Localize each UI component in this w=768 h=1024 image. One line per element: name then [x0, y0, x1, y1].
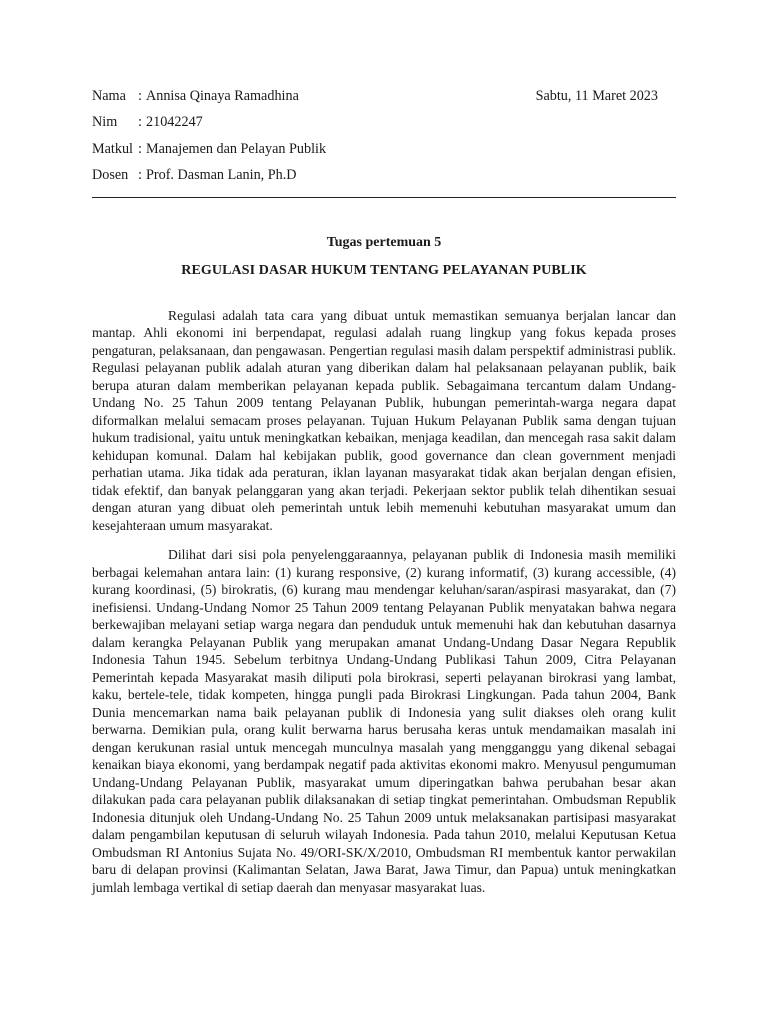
header-dosen-row [92, 165, 676, 191]
nim-value: 21042247 [146, 114, 203, 131]
task-title: Tugas pertemuan 5 [326, 234, 442, 250]
matkul-value: Manajemen dan Pelayan Publik [146, 140, 327, 157]
body-paragraph-2: Dilihat dari sisi pola penyelenggaraannya, pelayanan publik di Indonesia masih memiliki berbagai kelemahan antara lain: (1) kurang responsive, (2) kurang informatif, (3) kurang accessible, (4) kurang koordinasi, (5) birokratis, (6) kurang mau mendengar keluhan/saran/aspirasi masyarakat, dan (7) inefisiensi. Undang-Undang Nomor 25 Tahun 2009 tentang Pelayanan Publik menyatakan bahwa negara berkewajiban melayani setiap warga negara dan penduduk untuk memenuhi hak dan kebutuhan dasarnya dalam kerangka Pelayanan Publik yang merupakan amanat Undang-Undang Dasar Negara Republik Indonesia Tahun 1945. Sebelum terbitnya Undang-Undang Publikasi Tahun 2009, Citra Pelayanan Pemerintah kepada Masyarakat masih diliputi pola birokrasi, seperti pelayanan birokrasi yang lambat, kaku, bertele-tele, tidak kompeten, hingga pungli pada Birokrasi Lingkungan. Pada tahun 2004, Bank Dunia mencemarkan nama baik pelayanan publik di Indonesia yang sulit diakses oleh orang kulit berwarna. Demikian pula, orang kulit berwarna harus berusaha keras untuk mendamaikan masalah ini dengan kerukunan rasial untuk mencegah munculnya masalah yang mengganggu yang dikenal sebagai kenaikan biaya ekonomi, yang berdampak negatif pada aktivitas ekonomi makro. Menyusul pengumuman Undang-Undang Pelayanan Publik, masyarakat umum diperingatkan bahwa perubahan besar akan dilakukan pada cara pelayanan publik dilaksanakan di setiap tingkat pemerintahan. Ombudsman Republik Indonesia ditunjuk oleh Undang-Undang No. 25 Tahun 2009 untuk melaksanakan partisipasi masyarakat dalam pengambilan keputusan di seluruh wilayah Indonesia. Pada tahun 2010, melalui Keputusan Ketua Ombudsman RI Antonius Sujata No. 49/ORI-SK/X/2010, Ombudsman RI membentuk kantor perwakilan baru di delapan provinsi (Kalimantan Selatan, Jawa Barat, Jawa Timur, dan Papua) untuk meningkatkan jumlah lembaga vertikal di setiap daerah dan menyasar masyarakat luas. [92, 547, 676, 895]
header-nim-row [92, 112, 676, 138]
name-label: Nama [92, 88, 126, 104]
document-page [92, 86, 676, 896]
body-paragraph-1: Regulasi adalah tata cara yang dibuat untuk memastikan semuanya berjalan lancar dan mantap. Ahli ekonomi ini berpendapat, regulasi adalah ruang lingkup yang fokus kepada proses pengaturan, pelaksanaan, dan pengawasan. Pengertian regulasi masih dalam perspektif administrasi publik. Regulasi pelayanan publik adalah aturan yang diberikan dalam hal pelaksanaan pelayanan publik, baik berupa aturan dalam memberikan pelayanan kepada publik. Sebagaimana tercantum dalam Undang-Undang No. 25 Tahun 2009 tentang Pelayanan Publik, hubungan pemerintah-warga negara dapat diformalkan melalui semacam proses pelayanan. Tujuan Hukum Pelayanan Publik sama dengan tujuan hukum tradisional, yaitu untuk meningkatkan kebaikan, menjaga keadilan, dan mencegah rasa sakit dalam kehidupan komunal. Dalam hal kebijakan publik, good governance dan clean government menjadi perhatian utama. Jika tidak ada peraturan, iklan layanan masyarakat tidak akan berjalan dengan efisien, tidak efektif, dan banyak pelanggaran yang akan terjadi. Pekerjaan sektor publik telah dihentikan sesuai dengan aturan yang dibuat oleh pemerintah untuk lebih memenuhi kebutuhan masyarakat umum dan kesejahteraan umum masyarakat. [92, 307, 676, 533]
dosen-label: Dosen [92, 167, 129, 184]
dosen-separator: : [138, 167, 142, 184]
header-matkul-row [92, 139, 676, 165]
document-date: Sabtu, 11 Maret 2023 [535, 88, 658, 104]
header-name-row [92, 86, 676, 112]
matkul-label: Matkul [92, 140, 133, 157]
page-title: REGULASI DASAR HUKUM TENTANG PELAYANAN PUBLIK [181, 262, 587, 278]
nim-label: Nim [92, 114, 118, 131]
header-divider [92, 197, 676, 198]
name-value: Annisa Qinaya Ramadhina [146, 88, 299, 104]
matkul-separator: : [138, 140, 142, 157]
nim-separator: : [138, 114, 142, 131]
dosen-value: Prof. Dasman Lanin, Ph.D [146, 167, 297, 184]
name-separator: : [138, 88, 142, 104]
